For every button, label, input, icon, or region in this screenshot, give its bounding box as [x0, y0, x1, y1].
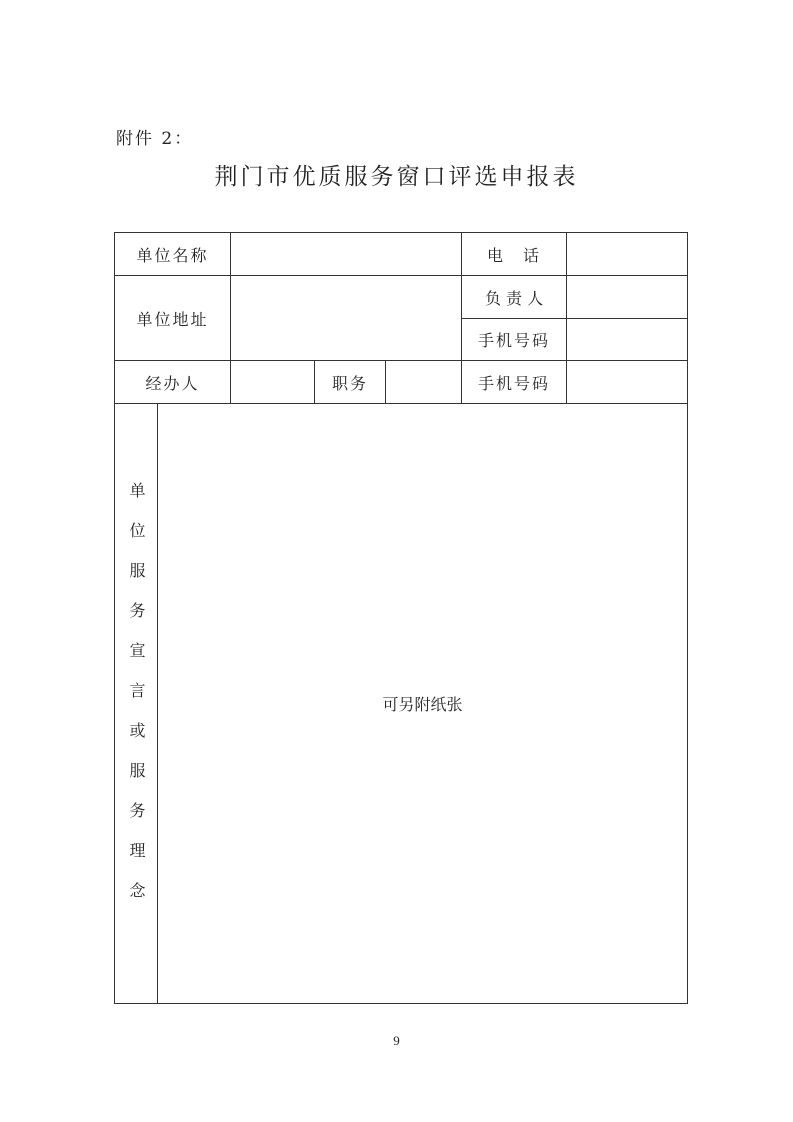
person-in-charge-label-cell [462, 276, 567, 319]
page-title: 荆门市优质服务窗口评选申报表 [214, 164, 579, 190]
unit-name-label: 单位名称 [136, 245, 209, 265]
phone-label: 电 话 [487, 245, 542, 265]
mobile-label-1: 手机号码 [478, 331, 551, 350]
declaration-label-cell [115, 404, 158, 1004]
mobile-field-2[interactable] [567, 361, 688, 404]
mobile-label-cell-2 [462, 361, 567, 404]
person-in-charge-field[interactable] [567, 276, 688, 319]
attachment-label: 附件 2： [116, 129, 194, 149]
application-form [114, 232, 688, 1004]
phone-field[interactable] [567, 233, 688, 276]
declaration-label: 单位服务宣言或服务理念 [127, 481, 146, 922]
unit-name-field[interactable] [231, 233, 462, 276]
mobile-label-cell-1 [462, 319, 567, 361]
unit-address-label-cell [115, 276, 231, 361]
unit-address-label: 单位地址 [136, 309, 209, 329]
person-in-charge-label: 负 责 人 [484, 288, 544, 308]
mobile-label-2: 手机号码 [478, 373, 551, 393]
position-field[interactable] [386, 361, 462, 404]
unit-name-label-cell [115, 233, 231, 276]
declaration-note: 可另附纸张 [382, 695, 463, 714]
position-label: 职务 [332, 373, 369, 393]
declaration-field[interactable] [158, 404, 688, 1004]
position-label-cell [315, 361, 386, 404]
handler-label-cell [115, 361, 231, 404]
mobile-field-1[interactable] [567, 319, 688, 361]
page-number: 9 [393, 1033, 400, 1048]
unit-address-field[interactable] [231, 276, 462, 361]
handler-label: 经办人 [145, 373, 200, 393]
handler-field[interactable] [231, 361, 315, 404]
phone-label-cell [462, 233, 567, 276]
